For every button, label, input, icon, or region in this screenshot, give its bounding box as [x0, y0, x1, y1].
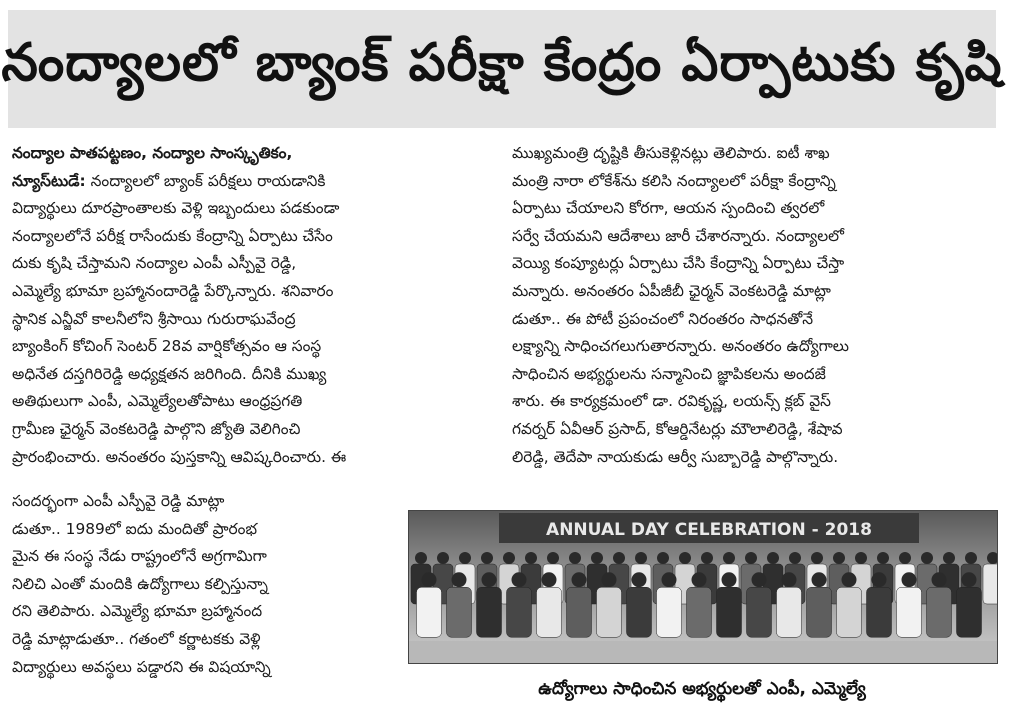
body-line: మైన ఈ సంస్థ నేడు రాష్ట్రంలోనే అగ్రగామిగా: [12, 547, 267, 566]
dateline: నంద్యాల పాతపట్టణం, నంద్యాల సాంస్కృతికం,: [12, 144, 293, 162]
body-line: గ్రామీణ ఛైర్మన్ వెంకటరెడ్డి పాల్గొని జ్యోతి వెలిగించి: [12, 419, 301, 438]
body-line: నిలిచి ఎంతో మందికి ఉద్యోగాలు కల్పిస్తున్నా: [12, 574, 268, 593]
body-line: మన్నారు. అనంతరం ఏపీజీబీ ఛైర్మన్ వెంకటరెడ్డి మాట్లా: [512, 281, 831, 300]
body-line: లక్ష్యాన్ని సాధించగలుగుతారన్నారు. అనంతరం ఉద్యోగాలు: [512, 337, 849, 356]
body-line: స్థానిక ఎన్జీవో కాలనీలోని శ్రీసాయి గురురాఘవేంద్ర: [12, 309, 296, 328]
body-line: సాధించిన అభ్యర్థులను సన్మానించి జ్ఞాపికలను అందజే: [512, 364, 826, 383]
body-line: మంత్రి నారా లోకేశ్‌ను కలిసి నంద్యాలలో పరీక్షా కేంద్రాన్ని: [512, 171, 836, 190]
body-line: సందర్భంగా ఎంపీ ఎస్పీవై రెడ్డి మాట్లా: [12, 492, 225, 510]
body-line: ఏర్పాటు చేయాలని కోరగా, ఆయన స్పందించి త్వరలో: [512, 199, 825, 218]
body-line: శారు. ఈ కార్యక్రమంలో డా. రవికృష్ణ, లయన్స్ క్లబ్ వైస్: [512, 392, 831, 411]
body-line: డుతూ.. ఈ పోటీ ప్రపంచంలో నిరంతరం సాధనతోనే: [512, 309, 814, 328]
headline: నంద్యాలలో బ్యాంక్ పరీక్షా కేంద్రం ఏర్పాటుకు కృషి: [1, 32, 1003, 93]
body-line: నంద్యాలలోనే పరీక్ష రాసేందుకు కేంద్రాన్ని ఏర్పాటు చేసేం: [12, 226, 333, 245]
body-line: గవర్నర్ ఏవీఆర్ ప్రసాద్, కోఆర్డినేటర్లు మౌలాలిరెడ్డి, శేషావ: [512, 419, 843, 438]
body-line: వెయ్యి కంప్యూటర్లు ఏర్పాటు చేసి కేంద్రాన్ని ఏర్పాటు చేస్తా: [512, 254, 845, 273]
body-line: ముఖ్యమంత్రి దృష్టికి తీసుకెళ్లినట్లు తెలిపారు. ఐటీ శాఖ: [512, 144, 830, 162]
photo-caption: ఉద్యోగాలు సాధించిన అభ్యర్థులతో ఎంపీ, ఎమ్మెల్యే: [538, 679, 866, 699]
body-line: విద్యార్థులు దూరప్రాంతాలకు వెళ్లి ఇబ్బందులు పడకుండా: [12, 199, 340, 218]
article-left-column: [12, 140, 497, 471]
body-line: లిరెడ్డి, తెదేపా నాయకుడు ఆర్వీ సుబ్బారెడ్డి పాల్గొన్నారు.: [512, 447, 839, 466]
body-line: బ్యాంకింగ్ కోచింగ్ సెంటర్ 28వ వార్షికోత్సవం ఆ సంస్థ: [12, 337, 322, 356]
body-line: విద్యార్థులు అవస్థలు పడ్డారని ఈ విషయాన్ని: [12, 657, 271, 676]
body-line: అతిథులుగా ఎంపీ, ఎమ్మెల్యేలతోపాటు ఆంధ్రప్రగతి: [12, 392, 303, 411]
article-left-lower-column: [12, 488, 400, 681]
body-line: రెడ్డి మాట్లాడుతూ.. గతంలో కర్ణాటకకు వెళ్లి: [12, 629, 261, 648]
body-line: ఎమ్మెల్యే భూమా బ్రహ్మానందారెడ్డి పేర్కొన్నారు. శనివారం: [12, 281, 334, 300]
banner-text: ANNUAL DAY CELEBRATION - 2018: [546, 520, 872, 540]
body-line: దుకు కృషి చేస్తామని నంద్యాల ఎంపీ ఎస్పీవై రెడ్డి,: [12, 254, 297, 273]
group-photo-illustration: [409, 511, 997, 663]
body-line: ప్రారంభించారు. అనంతరం పుస్తకాన్ని ఆవిష్కరించారు. ఈ: [12, 447, 347, 466]
body-line: సర్వే చేయమని ఆదేశాలు జారీ చేశారన్నారు. నంద్యాలలో: [512, 226, 844, 245]
body-line: న్యూస్‌టుడే: నంద్యాలలో బ్యాంక్ పరీక్షలు రాయడానికి: [12, 171, 326, 190]
headline-band: [1, 10, 1003, 128]
article-right-column: [512, 140, 994, 471]
group-photo: [408, 510, 998, 664]
body-line: డుతూ.. 1989లో ఐదు మందితో ప్రారంభ: [12, 519, 258, 538]
body-line: అధినేత దస్తగిరిరెడ్డి అధ్యక్షతన జరిగింది. దీనికి ముఖ్య: [12, 364, 327, 383]
body-line: రని తెలిపారు. ఎమ్మెల్యే భూమా బ్రహ్మానంద: [12, 602, 263, 621]
